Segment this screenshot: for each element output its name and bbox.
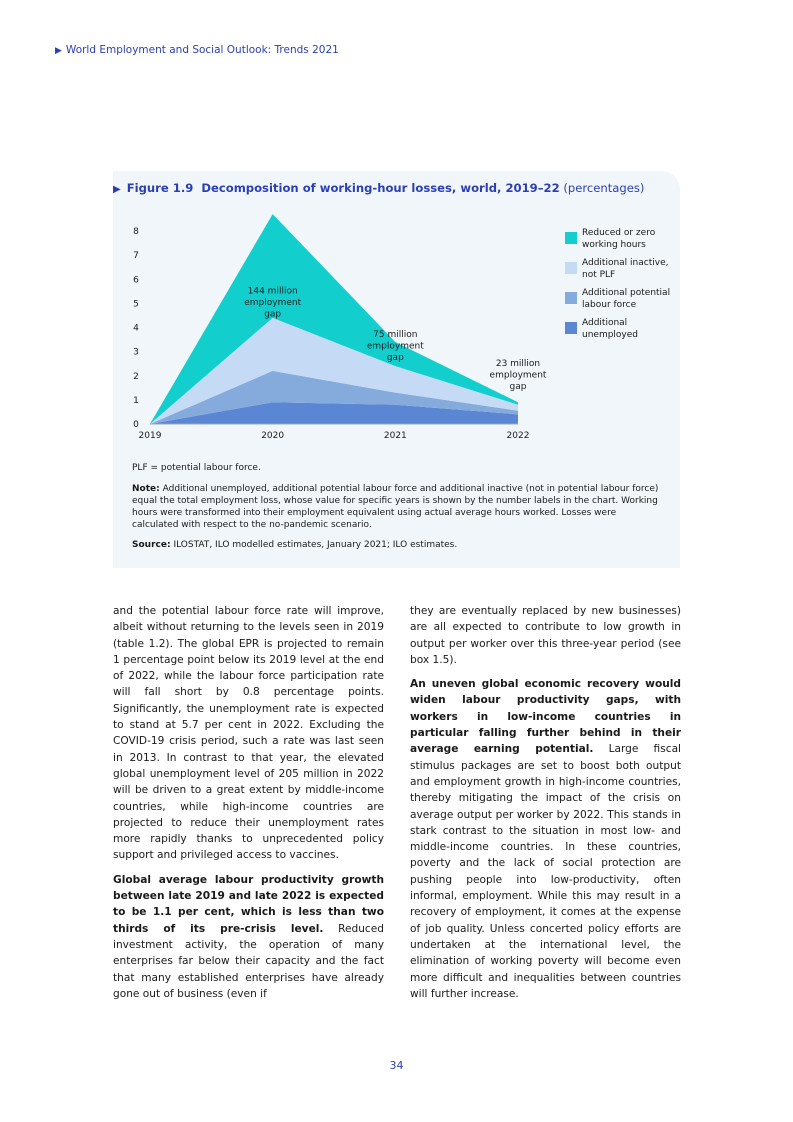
note-label: Note: (132, 484, 160, 494)
legend-swatch (565, 292, 577, 304)
legend-label: Additional inactive, not PLF (582, 258, 669, 280)
legend-label: Additional unemployed (582, 318, 639, 340)
data-label: 23 million (495, 359, 541, 370)
y-tick-label: 5 (133, 299, 139, 310)
chart-legend (565, 227, 680, 347)
legend-swatch (565, 262, 577, 274)
running-head-text: World Employment and Social Outlook: Trends 2021 (65, 44, 339, 56)
y-tick-label: 3 (133, 347, 139, 358)
x-tick-label: 2020 (261, 431, 285, 441)
figure-note (132, 483, 662, 531)
running-head (55, 44, 339, 56)
triangle-icon: ▶ (113, 184, 121, 195)
y-tick-label: 2 (133, 371, 139, 382)
legend-swatch (565, 322, 577, 334)
paragraph (113, 872, 384, 1002)
data-label: 75 million (373, 330, 418, 341)
x-tick-label: 2019 (138, 431, 162, 441)
data-label: gap (264, 309, 282, 320)
x-tick-label: 2021 (383, 431, 407, 441)
figure-title-text: Decomposition of working-hour losses, world, 2019–22 (201, 181, 560, 195)
source-text: ILOSTAT, ILO modelled estimates, January 2021; ILO estimates. (173, 540, 458, 550)
y-tick-label: 7 (133, 251, 139, 262)
paragraph: they are eventually replaced by new businesses) are all expected to contribute to low growth in output per worker over this three-year period (see box 1.5). (410, 605, 681, 666)
figure-number: Figure 1.9 (126, 181, 194, 195)
figure-source (132, 540, 457, 550)
paragraph-lead: An uneven global economic recovery would widen labour productivity gaps, with workers in low-income countries in particular falling further behind in their average earning potential. (410, 678, 681, 756)
paragraph-text: Large fiscal stimulus packages are set to boost both output and employment growth in high-income countries, thereby mitigating the impact of the crisis on average output per worker by 2022. This stands in stark contrast to the situation in most low- and middle-income countries. In these countries, poverty and the lack of social protection are pushing people into low-productivity, often informal, employment. While this may result in a recovery of employment, it comes at the expense of job quality. Unless concerted policy efforts are undertaken at the international level, the elimination of working poverty will become even more difficult and inequalities between countries will further increase. (410, 743, 681, 1000)
legend-item (565, 227, 680, 251)
data-label: 144 million (247, 286, 298, 297)
figure-units: (percentages) (563, 181, 645, 195)
legend-swatch (565, 232, 577, 244)
y-tick-label: 6 (133, 275, 139, 286)
data-label: employment (489, 370, 547, 381)
paragraph: and the potential labour force rate will improve, albeit without returning to the levels seen in 2019 (table 1.2). The global EPR is projected to remain 1 percentage point below its 2019 level at the end of 2022, while the labour force participation rate will fall short by 0.8 percentage points. Significantly, the unemployment rate is expected to stand at 5.7 per cent in 2022. Excluding the COVID-19 crisis period, such a rate was last seen in 2013. In contrast to that year, the elevated global unemployment level of 205 million in 2022 will be driven to a great extent by middle-income countries, while high-income countries are projected to reduce their unemployment rates more rapidly thanks to unprecedented policy support and privileged access to vaccines. (113, 605, 384, 862)
legend-item (565, 317, 680, 341)
legend-item (565, 287, 680, 311)
note-text: Additional unemployed, additional potential labour force and additional inactive (not in potential labour force) equal the total employment loss, whose value for specific years is shown by the number labels in the chart. Working hours were transformed into their employment equivalent using actual average hours worked. Losses were calculated with respect to the no-pandemic scenario. (132, 484, 659, 530)
legend-item (565, 257, 680, 281)
legend-label: Additional potential labour force (582, 288, 671, 310)
y-tick-label: 0 (133, 420, 139, 430)
source-label: Source: (132, 540, 171, 550)
y-tick-label: 8 (133, 227, 139, 237)
data-label: gap (386, 353, 404, 364)
paragraph (410, 676, 681, 1002)
page-number: 34 (389, 1059, 404, 1072)
plf-note: PLF = potential labour force. (132, 463, 261, 473)
body-column-right (410, 603, 681, 1010)
body-column-left (113, 603, 384, 1010)
y-tick-label: 4 (133, 323, 139, 334)
figure-panel (113, 171, 680, 568)
data-label: employment (366, 341, 424, 352)
legend-label: Reduced or zero working hours (582, 228, 656, 250)
triangle-icon: ▶ (55, 46, 62, 56)
data-label: gap (509, 382, 527, 393)
data-label: employment (244, 298, 302, 309)
y-tick-label: 1 (133, 395, 139, 406)
paragraph-lead: Global average labour productivity growth between late 2019 and late 2022 is expected to be 1.1 per cent, which is less than two thirds of its pre-crisis level. (113, 873, 384, 935)
x-tick-label: 2022 (506, 431, 530, 441)
paragraph-text: Reduced investment activity, the operation of many enterprises far below their capacity and the fact that many established enterprises have already gone out of business (even if (113, 922, 384, 1000)
